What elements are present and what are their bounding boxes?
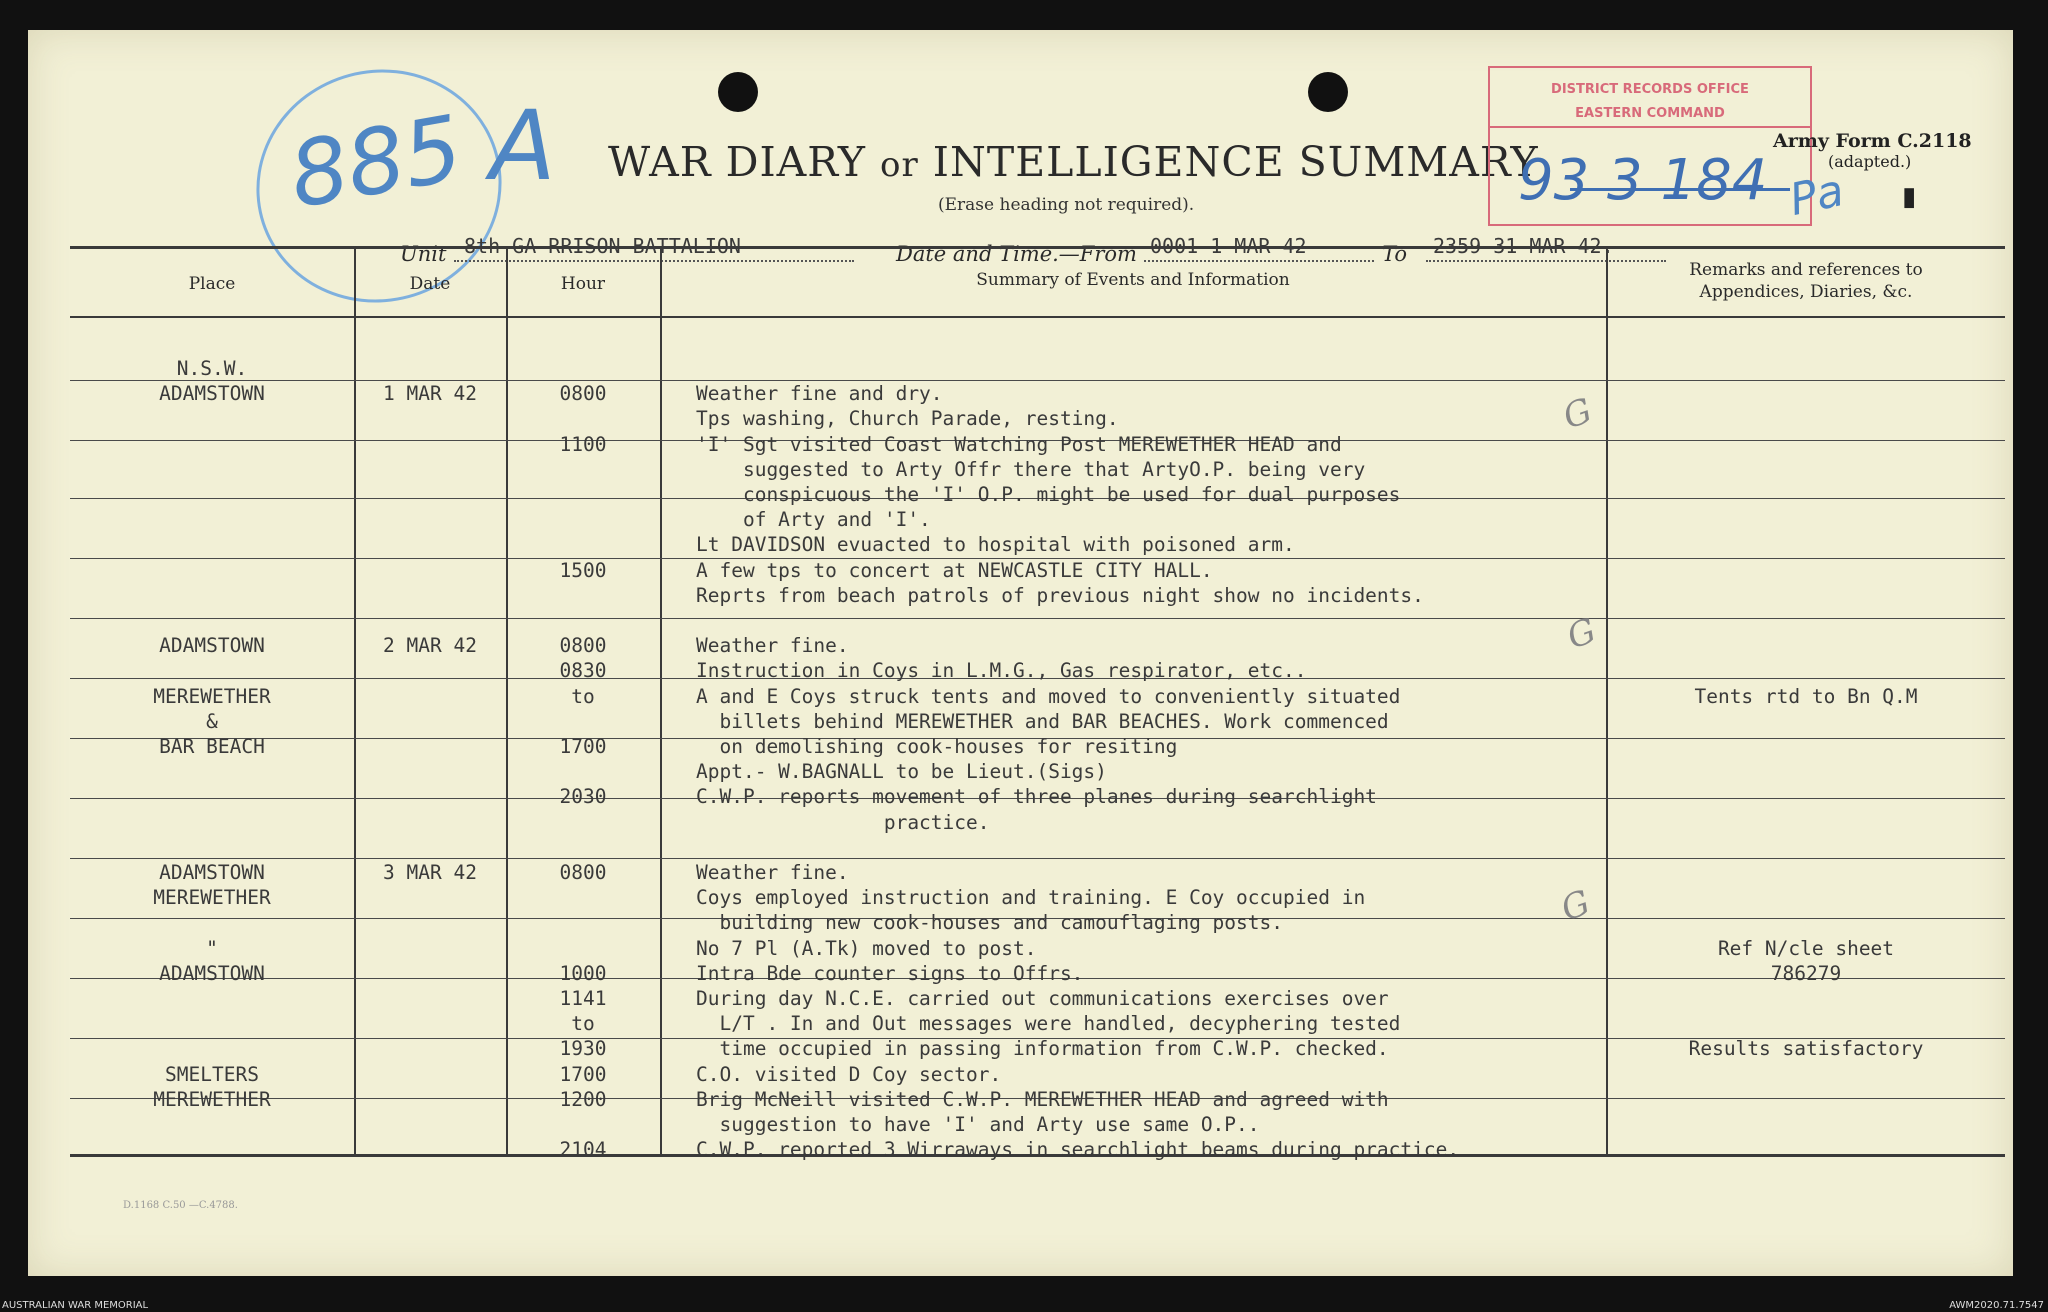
- cell-text: of Arty and 'I'.: [696, 508, 931, 532]
- cell-hour: 2030: [559, 785, 607, 809]
- cell-text: C.W.P. reported 3 Wirraways in searchlight beams during practice.: [696, 1138, 1460, 1162]
- cell-text: A few tps to concert at NEWCASTLE CITY HALL.: [696, 558, 1213, 582]
- punch-hole-right: [1308, 72, 1348, 112]
- cell-text: billets behind MEREWETHER and BAR BEACHES. Work commenced: [696, 709, 1389, 733]
- cell-text: Instruction in Coys in L.M.G., Gas respirator, etc..: [696, 659, 1307, 683]
- cell-date: 1 MAR 42: [383, 382, 477, 406]
- cell-place: SMELTERS: [165, 1062, 259, 1086]
- unit-value: 8th GA RRISON BATTALION: [464, 234, 741, 258]
- cell-text: Appt.- W.BAGNALL to be Lieut.(Sigs): [696, 760, 1107, 784]
- cell-hour: 1500: [559, 558, 607, 582]
- from-value: 0001 1 MAR 42: [1150, 234, 1307, 258]
- cell-hour: to: [571, 684, 595, 708]
- cell-place: ADAMSTOWN: [159, 961, 265, 985]
- cell-hour: 1930: [559, 1037, 607, 1061]
- cell-text: Weather fine.: [696, 634, 849, 658]
- cell-date: 2 MAR 42: [383, 634, 477, 658]
- cell-text: practice.: [696, 810, 990, 834]
- header-place: Place: [188, 274, 236, 294]
- cell-text: C.O. visited D Coy sector.: [696, 1062, 1002, 1086]
- footer-accession-number: AWM2020.71.7547: [1949, 1300, 2044, 1311]
- cell-text: Brig McNeill visited C.W.P. MEREWETHER HEAD and agreed with: [696, 1087, 1389, 1111]
- cell-place: ": [206, 936, 218, 960]
- cell-remark: Tents rtd to Bn Q.M: [1694, 684, 1918, 708]
- cell-text: Intra Bde counter signs to Offrs.: [696, 961, 1084, 985]
- cell-text: No 7 Pl (A.Tk) moved to post.: [696, 936, 1037, 960]
- initial-mark-2: G: [1561, 610, 1602, 658]
- cell-date: 3 MAR 42: [383, 861, 477, 884]
- header-date: Date: [409, 274, 451, 294]
- page-title: WAR DIARY or INTELLIGENCE SUMMARY: [608, 138, 1539, 186]
- to-label: To: [1382, 242, 1408, 266]
- initial-mark-1: G: [1557, 390, 1598, 438]
- pa-annotation: Pa: [1785, 164, 1849, 227]
- cell-text: conspicuous the 'I' O.P. might be used for dual purposes: [696, 483, 1401, 506]
- header-remarks-line2: Appendices, Diaries, &c.: [1699, 282, 1913, 302]
- cell-text: Coys employed instruction and training. E Coy occupied in: [696, 886, 1366, 910]
- print-code: D.1168 C.50 —C.4788.: [123, 1200, 238, 1211]
- cell-remark: 786279: [1770, 961, 1842, 985]
- cell-hour: 1700: [559, 1062, 607, 1086]
- cell-hour: 1141: [559, 987, 607, 1010]
- punch-hole-left: [718, 72, 758, 112]
- circled-number: 885: [282, 95, 470, 230]
- cell-place: &: [206, 709, 218, 733]
- unit-label: Unit: [400, 242, 447, 266]
- cell-text: suggested to Arty Offr there that ArtyO.P. being very: [696, 457, 1366, 481]
- cell-text: A and E Coys struck tents and moved to conveniently situated: [696, 684, 1401, 708]
- cell-hour: to: [571, 1012, 595, 1036]
- cell-text: Weather fine.: [696, 861, 849, 884]
- cell-hour: 1700: [559, 735, 607, 758]
- cell-hour: 1100: [559, 432, 607, 456]
- records-office-stamp: DISTRICT RECORDS OFFICE EASTERN COMMAND 93 3 184: [1488, 66, 1812, 226]
- date-time-label: Date and Time.—From: [896, 242, 1137, 266]
- cell-hour: 0800: [559, 382, 607, 406]
- cell-hour: 0830: [559, 659, 607, 683]
- cell-hour: 1200: [559, 1087, 607, 1111]
- cell-text: Lt DAVIDSON evuacted to hospital with poisoned arm.: [696, 533, 1295, 557]
- tick-mark: ▮: [1902, 182, 1917, 212]
- cell-text: C.W.P. reports movement of three planes during searchlight: [696, 785, 1377, 809]
- cell-place: N.S.W.: [176, 357, 248, 380]
- stamp-number: 93 3 184: [1518, 148, 1768, 213]
- initial-mark-3: G: [1555, 882, 1596, 930]
- cell-place: MEREWETHER: [153, 684, 271, 708]
- to-value: 2359 31 MAR 42.: [1433, 234, 1614, 258]
- cell-hour: 0800: [559, 634, 607, 658]
- cell-place: ADAMSTOWN: [159, 382, 265, 406]
- cell-place: MEREWETHER: [153, 1087, 271, 1111]
- cell-text: 'I' Sgt visited Coast Watching Post MEREWETHER HEAD and: [696, 432, 1342, 456]
- cell-remark: Ref N/cle sheet: [1717, 936, 1895, 960]
- diary-page: [28, 30, 2013, 1276]
- adapted-label: (adapted.): [1828, 152, 1912, 171]
- cell-text: During day N.C.E. carried out communications exercises over: [696, 987, 1389, 1010]
- cell-text: time occupied in passing information from C.W.P. checked.: [696, 1037, 1389, 1061]
- cell-text: Weather fine and dry.: [696, 382, 943, 406]
- cell-place: BAR BEACH: [159, 735, 265, 758]
- cell-hour: 1000: [559, 961, 607, 985]
- cell-hour: 2104: [559, 1138, 607, 1162]
- cell-place: ADAMSTOWN: [159, 634, 265, 658]
- header-hour: Hour: [560, 274, 606, 294]
- army-form-label: Army Form C.2118: [1773, 130, 1972, 152]
- cell-text: suggestion to have 'I' and Arty use same O.P..: [696, 1113, 1260, 1136]
- cell-place: ADAMSTOWN: [159, 861, 265, 884]
- header-remarks-line1: Remarks and references to: [1689, 260, 1923, 280]
- letter-annotation: A: [490, 90, 556, 202]
- cell-remark: Results satisfactory: [1688, 1037, 1924, 1061]
- header-summary: Summary of Events and Information: [976, 270, 1290, 290]
- cell-text: on demolishing cook-houses for resiting: [696, 735, 1178, 758]
- cell-text: L/T . In and Out messages were handled, decyphering tested: [696, 1012, 1401, 1036]
- cell-text: building new cook-houses and camouflaging posts.: [696, 911, 1283, 935]
- cell-text: Reprts from beach patrols of previous night show no incidents.: [696, 583, 1424, 607]
- cell-text: Tps washing, Church Parade, resting.: [696, 407, 1119, 431]
- footer-credit: AUSTRALIAN WAR MEMORIAL: [2, 1300, 149, 1311]
- erase-note: (Erase heading not required).: [938, 195, 1195, 215]
- cell-hour: 0800: [559, 861, 607, 884]
- cell-place: MEREWETHER: [153, 886, 271, 910]
